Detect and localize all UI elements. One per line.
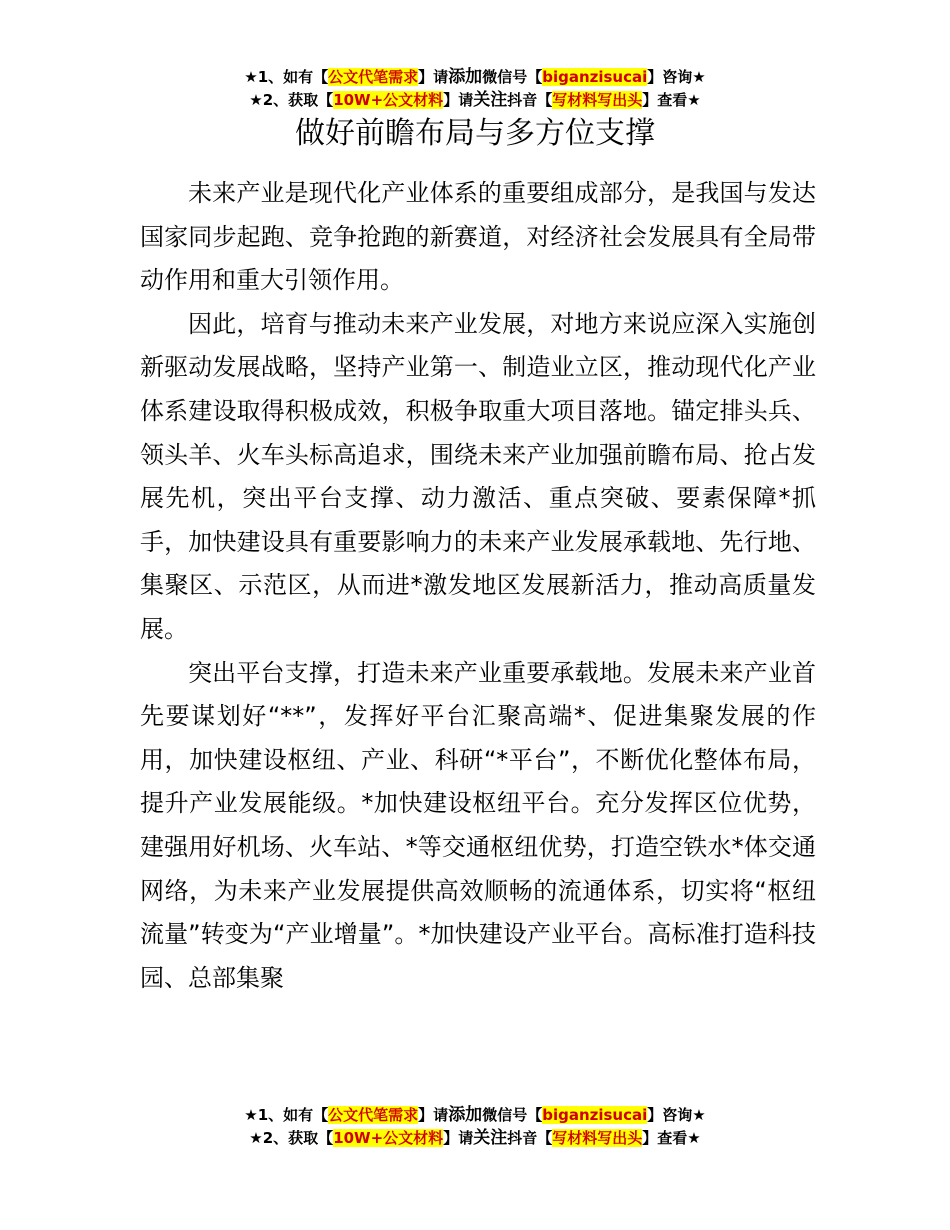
banner-text: 】请: [443, 1129, 474, 1147]
materials-highlight: 10W+公文材料: [333, 91, 444, 109]
banner-text: 】查看★: [642, 1129, 701, 1147]
douyin-id-highlight: 写材料写出头: [552, 1129, 643, 1147]
banner-text: 】咨询★: [647, 68, 706, 86]
banner-text: 】请: [443, 91, 474, 109]
douyin-id-highlight: 写材料写出头: [552, 91, 643, 109]
service-highlight: 公文代笔需求: [328, 68, 419, 86]
banner-line-2: [0, 1127, 950, 1150]
materials-highlight: 10W+公文材料: [333, 1129, 444, 1147]
banner-text: 】咨询★: [647, 1106, 706, 1124]
banner-line-1: [0, 66, 950, 89]
paragraph-2: 因此，培育与推动未来产业发展，对地方来说应深入实施创新驱动发展战略，坚持产业第一、制造业立区，推动现代化产业体系建设取得积极成效，积极争取重大项目落地。锚定排头兵、领头羊、火车头标高追求，围绕未来产业加强前瞻布局、抢占发展先机，突出平台支撑、动力激活、重点突破、要素保障*抓手，加快建设具有重要影响力的未来产业发展承载地、先行地、集聚区、示范区，从而进*激发地区发展新活力，推动高质量发展。: [140, 309, 816, 643]
service-highlight: 公文代笔需求: [328, 1106, 419, 1124]
banner-text: 微信号【: [482, 68, 543, 86]
banner-emphasis: 添加: [448, 1105, 483, 1125]
footer-ad-banner: [0, 1104, 950, 1150]
document-body: [140, 172, 816, 1000]
banner-text: 微信号【: [482, 1106, 543, 1124]
banner-line-1: [0, 1104, 950, 1127]
header-ad-banner: [0, 66, 950, 112]
banner-text: 】请: [418, 68, 449, 86]
paragraph-1: 未来产业是现代化产业体系的重要组成部分，是我国与发达国家同步起跑、竞争抢跑的新赛道，对经济社会发展具有全局带动作用和重大引领作用。: [140, 179, 816, 295]
paragraph-3: 突出平台支撑，打造未来产业重要承载地。发展未来产业首先要谋划好“**”，发挥好平台汇聚高端*、促进集聚发展的作用，加快建设枢纽、产业、科研“*平台”，不断优化整体布局，提升产业发展能级。*加快建设枢纽平台。充分发挥区位优势，建强用好机场、火车站、*等交通枢纽优势，打造空铁水*体交通网络，为未来产业发展提供高效顺畅的流通体系，切实将“枢纽流量”转变为“产业增量”。*加快建设产业平台。高标准打造科技园、总部集聚: [140, 658, 816, 992]
banner-text: 】请: [418, 1106, 449, 1124]
banner-text: ★2、获取【: [249, 1129, 334, 1147]
wechat-id-highlight: biganzisucai: [542, 68, 648, 86]
banner-text: ★1、如有【: [244, 68, 329, 86]
document-title: 做好前瞻布局与多方位支撑: [295, 116, 655, 151]
banner-emphasis: 关注: [473, 90, 508, 110]
banner-text: ★2、获取【: [249, 91, 334, 109]
banner-text: ★1、如有【: [244, 1106, 329, 1124]
wechat-id-highlight: biganzisucai: [542, 1106, 648, 1124]
banner-emphasis: 关注: [473, 1128, 508, 1148]
banner-text: 】查看★: [642, 91, 701, 109]
banner-text: 抖音【: [507, 91, 553, 109]
banner-emphasis: 添加: [448, 67, 483, 87]
banner-text: 抖音【: [507, 1129, 553, 1147]
banner-line-2: [0, 89, 950, 112]
